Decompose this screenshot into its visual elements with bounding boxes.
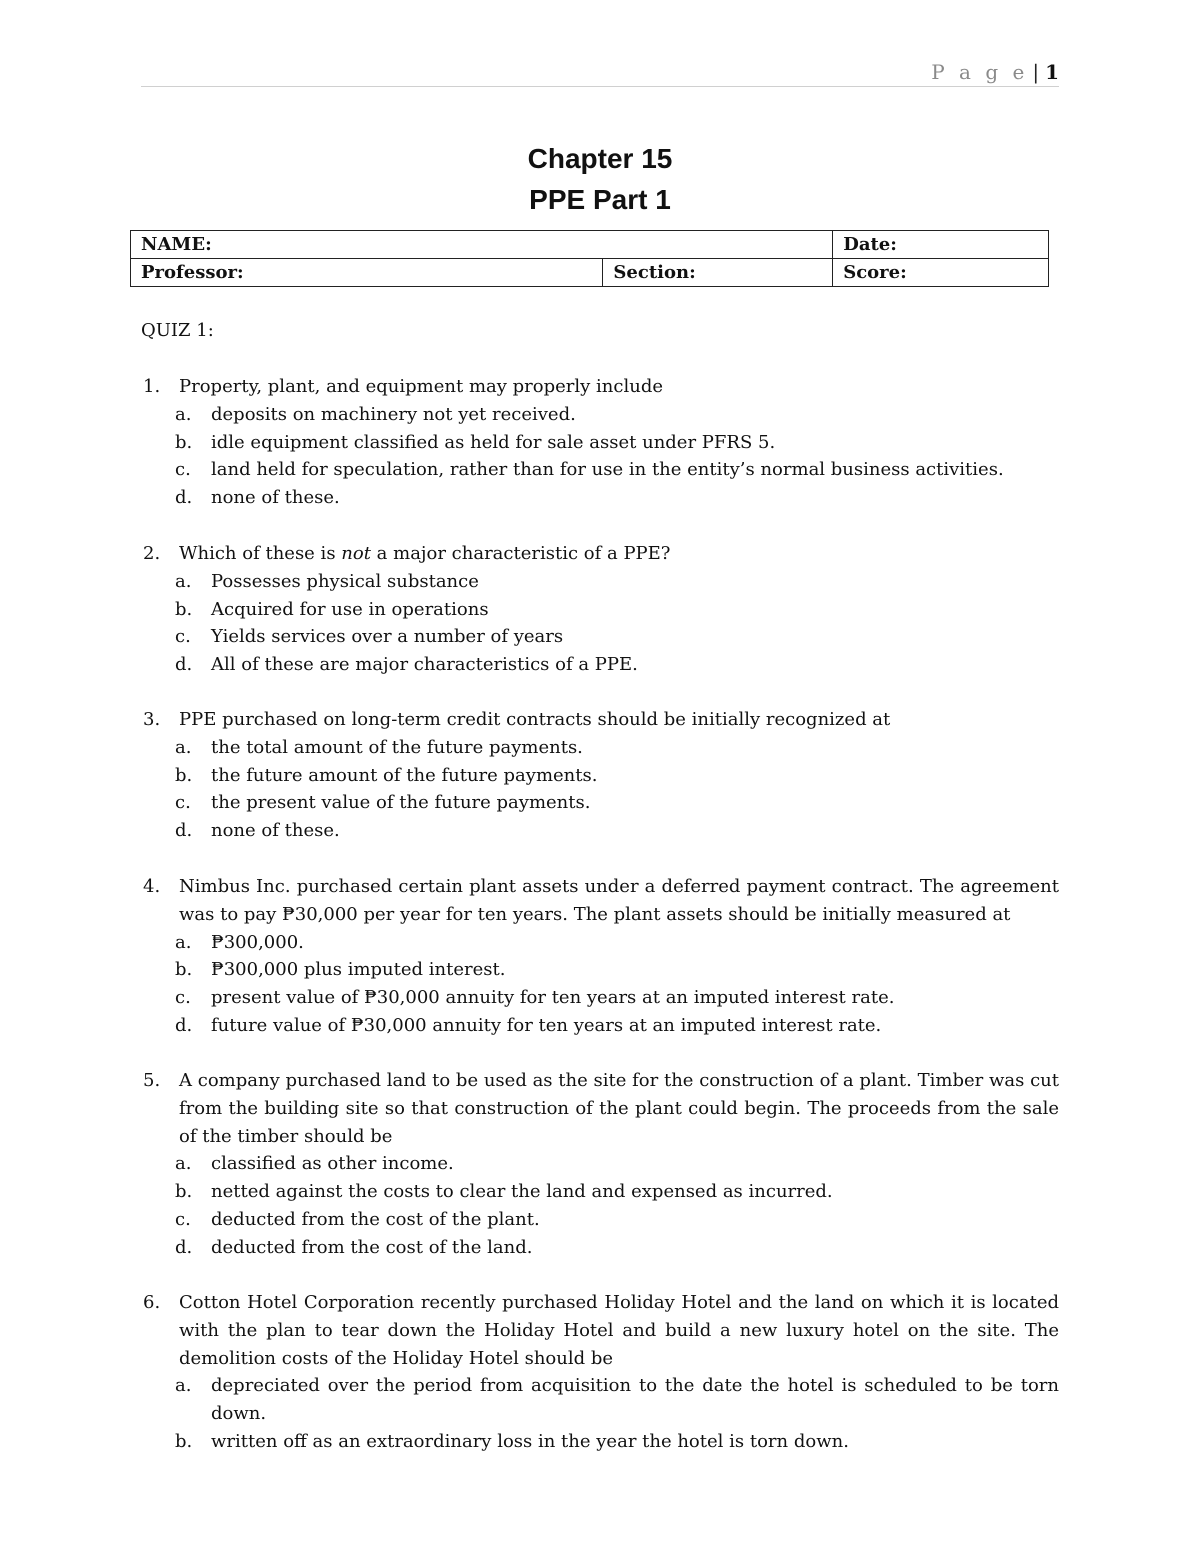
option-b[interactable] [143,1428,1059,1456]
option-d[interactable] [143,1012,1059,1040]
option-a[interactable] [143,1372,1059,1428]
page-word: P a g e [931,60,1029,84]
option-letter: b. [175,431,193,453]
option-text: none of these. [211,820,340,842]
chapter-title: Chapter 15 [527,143,673,174]
question-text-start: Which of these is [179,543,342,564]
option-letter: b. [175,1181,193,1203]
student-info-table [130,230,1049,287]
question-1 [143,373,1059,512]
option-text: netted against the costs to clear the land and expensed as incurred. [211,1181,833,1203]
option-b[interactable] [143,1178,1059,1206]
option-a[interactable] [143,734,1059,762]
question-number: 3. [143,709,161,730]
option-d[interactable] [143,817,1059,845]
question-text: PPE purchased on long-term credit contracts should be initially recognized at [179,709,891,730]
option-c[interactable] [143,789,1059,817]
page-number-label [931,60,1059,84]
option-letter: a. [175,1153,192,1175]
option-b[interactable] [143,429,1059,457]
option-d[interactable] [143,484,1059,512]
option-letter: b. [175,598,193,620]
question-text: Nimbus Inc. purchased certain plant assets under a deferred payment contract. The agreement was to pay ₱30,000 per year for ten years. The plant assets should be initially measured at [179,876,1059,925]
option-letter: b. [175,764,193,786]
option-letter: c. [175,1208,191,1230]
option-text: future value of ₱30,000 annuity for ten years at an imputed interest rate. [211,1014,882,1036]
option-a[interactable] [143,1150,1059,1178]
question-6 [143,1289,1059,1456]
option-letter: c. [175,459,191,481]
option-text: All of these are major characteristics of a PPE. [211,654,638,676]
option-letter: d. [175,1236,193,1258]
question-4 [143,873,1059,1040]
question-text: Cotton Hotel Corporation recently purchased Holiday Hotel and the land on which it is located with the plan to tear down the Holiday Hotel and build a new luxury hotel on the site. The demolition costs of the Holiday Hotel should be [179,1292,1059,1369]
option-list [143,734,1059,845]
question-stem [143,706,1059,734]
option-letter: d. [175,1014,193,1036]
option-c[interactable] [143,456,1059,484]
option-letter: a. [175,570,192,592]
option-letter: a. [175,931,192,953]
quiz-heading: QUIZ 1: [141,320,214,341]
date-field[interactable]: Date: [833,231,1049,259]
option-text: Yields services over a number of years [211,626,564,648]
question-number: 1. [143,376,161,397]
page-header [141,58,1059,87]
option-list [143,1372,1059,1455]
option-letter: a. [175,403,192,425]
option-text: depreciated over the period from acquisition to the date the hotel is scheduled to be torn down. [211,1375,1059,1425]
option-letter: a. [175,736,192,758]
chapter-subtitle: PPE Part 1 [529,184,671,215]
option-c[interactable] [143,623,1059,651]
option-text: ₱300,000 plus imputed interest. [211,959,506,981]
question-2 [143,540,1059,679]
option-letter: c. [175,792,191,814]
question-stem [143,1289,1059,1372]
option-text: land held for speculation, rather than for use in the entity’s normal business activities. [211,459,1004,481]
option-text: deducted from the cost of the land. [211,1236,533,1258]
professor-field[interactable]: Professor: [131,259,603,287]
option-a[interactable] [143,929,1059,957]
option-letter: b. [175,959,193,981]
question-stem [143,873,1059,929]
option-letter: a. [175,1375,192,1397]
option-text: deposits on machinery not yet received. [211,403,576,425]
question-stem [143,373,1059,401]
question-5 [143,1067,1059,1262]
option-c[interactable] [143,984,1059,1012]
question-text-end: a major characteristic of a PPE? [370,543,671,564]
option-list [143,929,1059,1040]
option-list [143,568,1059,679]
question-3 [143,706,1059,845]
score-field[interactable]: Score: [833,259,1049,287]
option-c[interactable] [143,1206,1059,1234]
page-separator: | [1032,60,1040,84]
option-letter: c. [175,987,191,1009]
option-text: none of these. [211,487,340,509]
option-letter: d. [175,487,193,509]
option-a[interactable] [143,568,1059,596]
option-text: the total amount of the future payments. [211,736,583,758]
option-text: written off as an extraordinary loss in the year the hotel is torn down. [211,1430,849,1452]
page-number: 1 [1045,60,1059,84]
question-stem [143,1067,1059,1150]
option-d[interactable] [143,651,1059,679]
option-list [143,1150,1059,1261]
option-list [143,401,1059,512]
question-number: 6. [143,1292,161,1313]
option-b[interactable] [143,956,1059,984]
name-field[interactable]: NAME: [131,231,833,259]
question-text: Property, plant, and equipment may properly include [179,376,663,397]
section-field[interactable]: Section: [603,259,833,287]
option-text: the future amount of the future payments. [211,764,598,786]
option-text: Possesses physical substance [211,570,479,592]
question-number: 2. [143,543,161,564]
option-letter: d. [175,654,193,676]
option-text: the present value of the future payments. [211,792,591,814]
option-b[interactable] [143,596,1059,624]
option-text: Acquired for use in operations [211,598,489,620]
option-letter: c. [175,626,191,648]
option-a[interactable] [143,401,1059,429]
question-number: 4. [143,876,161,897]
option-b[interactable] [143,762,1059,790]
question-number: 5. [143,1070,161,1091]
option-text: deducted from the cost of the plant. [211,1208,540,1230]
option-text: idle equipment classified as held for sale asset under PFRS 5. [211,431,776,453]
option-text: ₱300,000. [211,931,304,953]
option-text: present value of ₱30,000 annuity for ten years at an imputed interest rate. [211,987,895,1009]
option-letter: d. [175,820,193,842]
option-text: classified as other income. [211,1153,454,1175]
option-letter: b. [175,1430,193,1452]
question-text: A company purchased land to be used as the site for the construction of a plant. Timber was cut from the building site so that construction of the plant could begin. The proceeds from the sale of the timber should be [179,1070,1059,1147]
option-d[interactable] [143,1234,1059,1262]
question-text-emphasis: not [341,543,371,564]
question-stem [143,540,1059,568]
